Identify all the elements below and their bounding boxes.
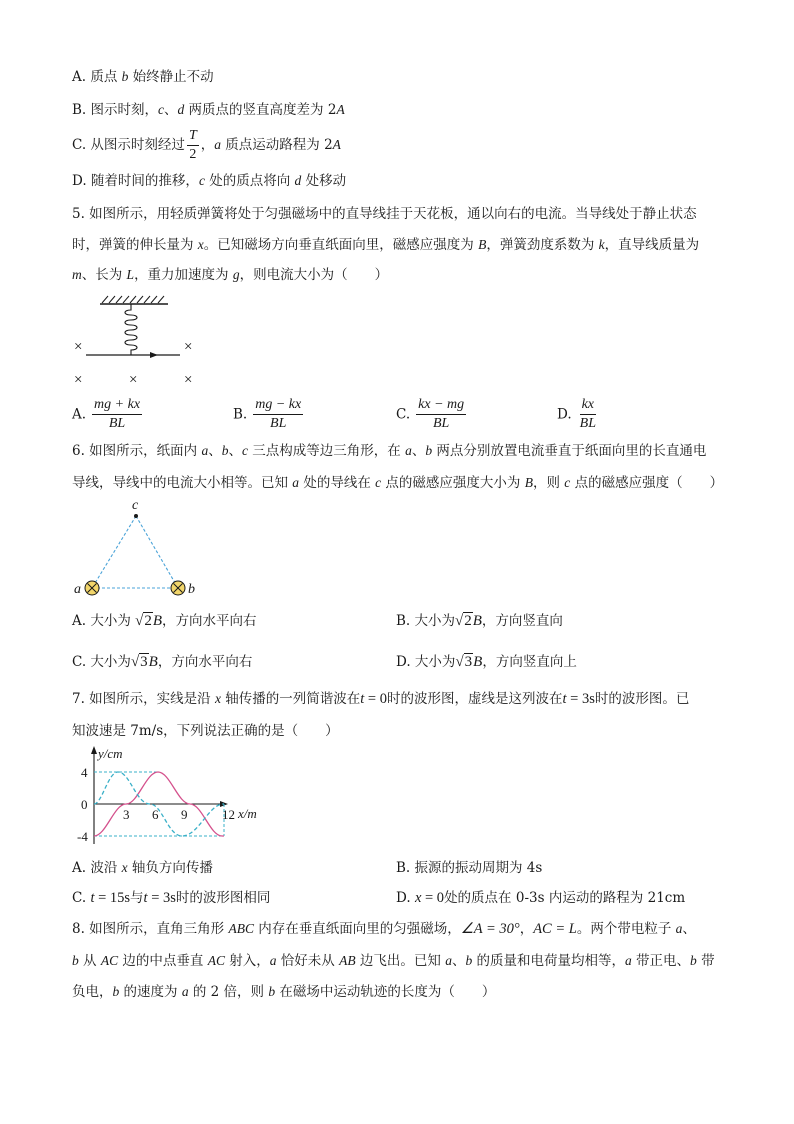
q4-option-d: D. 随着时间的推移，c 处的质点将向 d 处移动 [72,173,347,189]
q7-stem-line2: 知波速是 7m/s，下列说法正确的是（ ） [72,723,339,739]
x-tick-9: 9 [181,807,188,822]
wire-into-page-icon [85,581,99,595]
q5-option-a: A. $\frac{mg + kx}{BL}$ [72,397,141,431]
q8-stem-line2: b 从 AC 边的中点垂直 AC 射入，a 恰好未从 AB 边飞出。已知 a、b 的质量和电荷量均相等，a 带正电、b 带 [72,953,715,969]
field-cross: × [74,339,83,355]
x-tick-12: 12 [222,807,235,822]
q5-stem-line2: 时，弹簧的伸长量为 x。已知磁场方向垂直纸面向里，磁感应强度为 B，弹簧劲度系数为 k，直导线质量为 [72,237,700,253]
x-tick-6: 6 [152,807,159,822]
y-axis-arrow-icon [91,746,97,754]
q7-wave-figure [72,744,282,848]
q6-option-b: B. 大小为√2B，方向竖直向 [396,613,563,629]
q8-stem-line1: 8. 如图所示，直角三角形 ABC 内存在垂直纸面向里的匀强磁场，∠A = 30°，AC = L。两个带电粒子 a、 [72,921,696,937]
q7-option-d: D. x = 0处的质点在 0-3s 内运动的路程为 21cm [396,890,686,906]
spring [125,304,137,355]
field-cross: × [74,372,83,388]
q4-option-b: B. 图示时刻，c、d 两质点的竖直高度差为 2A [72,102,345,118]
x-tick-3: 3 [123,807,130,822]
q5-option-d: D. $\frac{kx}{BL}$ [557,397,596,431]
q4-option-c: C. 从图示时刻经过 $\frac{T}{2}$ ，a 质点运动路程为 2A [72,128,341,162]
field-cross: × [129,372,138,388]
q6-option-d: D. 大小为√3B，方向竖直向上 [396,654,577,670]
q8-stem-line3: 负电，b 的速度为 a 的 2 倍，则 b 在磁场中运动轨迹的长度为（ ） [72,984,496,1000]
y-tick-0: 0 [81,797,88,812]
q7-option-b: B. 振源的振动周期为 4s [396,860,543,876]
q5-stem-line1: 5. 如图所示，用轻质弹簧将处于匀强磁场中的直导线挂于天花板，通以向右的电流。当导线处于静止状态 [72,206,697,222]
field-cross: × [184,339,193,355]
y-tick-neg4: -4 [77,829,88,844]
equilateral-triangle [92,516,178,588]
q6-stem-line1: 6. 如图所示，纸面内 a、b、c 三点构成等边三角形，在 a、b 两点分别放置电流垂直于纸面向里的长直通电 [72,443,707,459]
label-b: b [188,582,195,597]
q5-option-c: C. $\frac{kx - mg}{BL}$ [396,397,465,431]
x-axis-label: x/m [238,806,257,821]
y-axis-label: y/cm [98,746,123,761]
ceiling-hatching [102,296,164,303]
q6-option-c: C. 大小为√3B，方向水平向右 [72,654,253,670]
y-tick-4: 4 [81,765,88,780]
label-a: a [74,582,81,597]
wire-into-page-icon [171,581,185,595]
q5-spring-wire-figure [66,292,206,392]
fraction-t-over-2: $\frac{T}{2}$ [188,128,197,162]
q7-option-c: C. t = 15s与t = 3s时的波形图相同 [72,890,271,906]
current-arrow-icon [150,352,158,358]
label-c: c [132,498,139,513]
q7-option-a: A. 波沿 x 轴负方向传播 [72,860,213,876]
q4-option-a: A. 质点 b 始终静止不动 [72,69,214,85]
q5-option-b: B. $\frac{mg - kx}{BL}$ [233,397,302,431]
point-c [134,514,138,518]
field-cross: × [184,372,193,388]
q6-stem-line2: 导线，导线中的电流大小相等。已知 a 处的导线在 c 点的磁感应强度大小为 B，则 c 点的磁感应强度（ ） [72,475,724,491]
q5-stem-line3: m、长为 L，重力加速度为 g，则电流大小为（ ） [72,267,389,283]
q6-option-a: A. 大小为 √2B，方向水平向右 [72,613,257,629]
q6-triangle-figure [70,496,210,600]
q7-stem-line1: 7. 如图所示，实线是沿 x 轴传播的一列简谐波在t = 0时的波形图，虚线是这列波在t = 3s时的波形图。已 [72,691,690,707]
